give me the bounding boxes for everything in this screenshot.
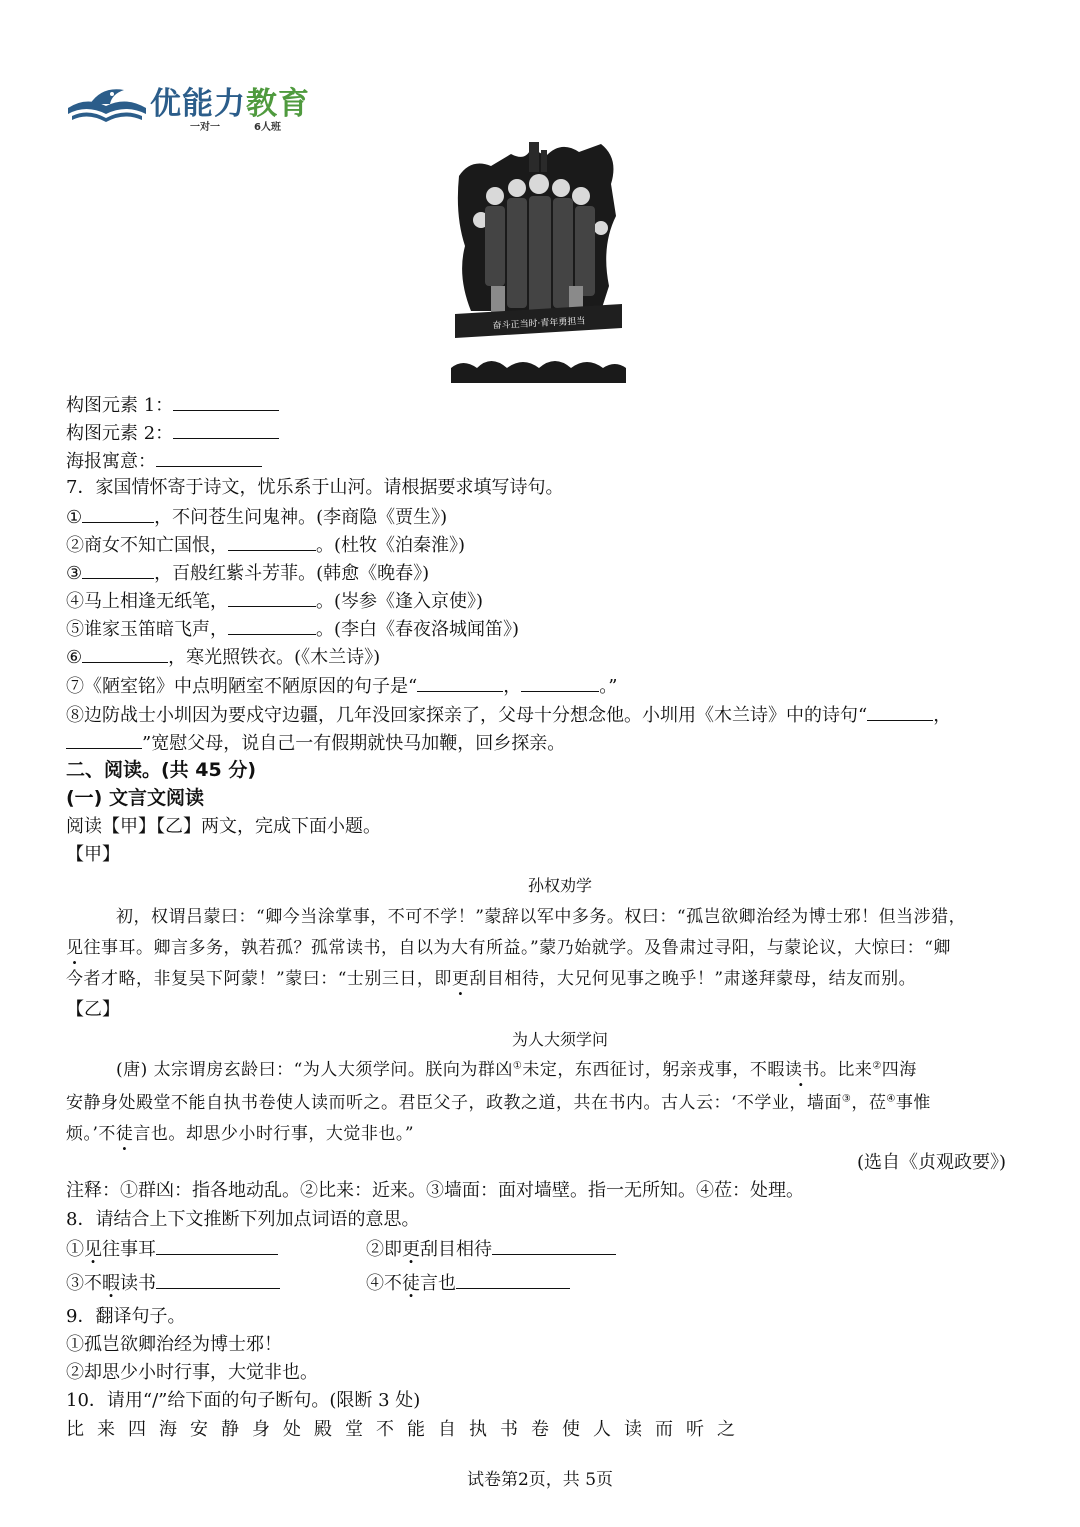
- passage-jia-line-3: 今者才略，非复吴下阿蒙！”蒙曰：“士别三日，即更刮目相待，大兄何见事之晚乎！”肃遂拜蒙母，结友而别。: [66, 969, 917, 989]
- q9-sentence-2: ②却思少小时行事，大觉非也。: [66, 1362, 318, 1383]
- answer-blank[interactable]: [228, 588, 316, 607]
- q7-item-8: ⑧边防战士小圳因为要戍守边疆，几年没回家探亲了，父母十分想念他。小圳用《木兰诗》中的诗句“ ，: [66, 702, 951, 728]
- passage-jia-line-1: 初，权谓吕蒙曰：“卿今当涂掌事，不可不学！”蒙辞以军中多务。权曰：“孤岂欲卿治经为博士邪！但当涉猎，: [116, 907, 967, 927]
- q7-item-6: ⑥ ，寒光照铁衣。(《木兰诗》): [66, 644, 380, 670]
- logo: [66, 78, 326, 138]
- answer-blank[interactable]: [173, 392, 279, 411]
- q8-item-4: ④不徒言也: [366, 1270, 570, 1296]
- answer-blank[interactable]: [867, 702, 933, 721]
- answer-blank[interactable]: [456, 1270, 570, 1289]
- q10-sentence: 比来四海安静身处殿堂不能自执书卷使人读而听之: [66, 1419, 748, 1440]
- answer-blank[interactable]: [156, 1270, 280, 1289]
- section-2-title: 二、阅读。(共 45 分): [66, 759, 257, 781]
- q7-item-3: ③ ，百般红紫斗芳菲。(韩愈《晚春》): [66, 560, 429, 586]
- passage-source: (选自《贞观政要》): [856, 1152, 1006, 1173]
- q7-stem: 7．家国情怀寄于诗文，忧乐系于山河。请根据要求填写诗句。: [66, 477, 564, 498]
- answer-blank[interactable]: [156, 1236, 278, 1255]
- q8-stem: 8．请结合上下文推断下列加点词语的意思。: [66, 1209, 420, 1230]
- book-bird-logo-icon: [66, 82, 148, 132]
- composition-element-2: 构图元素 2：: [66, 420, 279, 446]
- passage-yi-label: 【乙】: [66, 999, 120, 1020]
- poster-illustration: [451, 136, 626, 383]
- passage-jia-title: 孙权劝学: [528, 876, 593, 895]
- answer-blank[interactable]: [173, 420, 279, 439]
- passage-yi-line-2: 安静身处殿堂不能自执书卷使人读而听之。君臣父子，政教之道，共在书内。古人云：‘不学业，墙面③，莅④事惟: [66, 1093, 931, 1113]
- passage-jia-line-2: 见往事耳。卿言多务，孰若孤？孤常读书，自以为大有所益。”蒙乃始就学。及鲁肃过寻阳，与蒙论议，大惊曰：“卿: [66, 938, 951, 958]
- q7-item-2: ②商女不知亡国恨， 。(杜牧《泊秦淮》): [66, 532, 465, 558]
- q9-stem: 9．翻译句子。: [66, 1306, 186, 1327]
- q7-item-7: ⑦《陋室铭》中点明陋室不陋原因的句子是“ ， 。”: [66, 673, 617, 699]
- q9-sentence-1: ①孤岂欲卿治经为博士邪！: [66, 1334, 282, 1355]
- logo-subtitle: 一对一 6人班: [190, 122, 281, 133]
- answer-blank[interactable]: [82, 560, 154, 579]
- q8-item-2: ②即更刮目相待: [366, 1236, 616, 1262]
- passage-yi-line-3: 烦。’不徒言也。却思少小时行事，大觉非也。”: [66, 1124, 415, 1144]
- answer-blank[interactable]: [82, 504, 154, 523]
- answer-blank[interactable]: [66, 730, 142, 749]
- q7-item-5: ⑤谁家玉笛暗飞声， 。(李白《春夜洛城闻笛》): [66, 616, 519, 642]
- page-footer: 试卷第2页，共 5页: [466, 1470, 614, 1490]
- passage-notes: 注释：①群凶：指各地动乱。②比来：近来。③墙面：面对墙壁。指一无所知。④莅：处理。: [66, 1180, 804, 1201]
- poster-image: [451, 136, 626, 383]
- reading-instruction: 阅读【甲】【乙】两文，完成下面小题。: [66, 816, 381, 837]
- q8-item-3: ③不暇读书: [66, 1270, 280, 1296]
- q10-stem: 10．请用“/”给下面的句子断句。(限断 3 处): [66, 1390, 421, 1411]
- logo-title: 优能力教育: [150, 86, 310, 122]
- composition-element-1: 构图元素 1：: [66, 392, 279, 418]
- answer-blank[interactable]: [156, 448, 262, 467]
- q7-item-4: ④马上相逢无纸笔， 。(岑参《逢入京使》): [66, 588, 483, 614]
- answer-blank[interactable]: [417, 673, 503, 692]
- q7-item-8-cont: ”宽慰父母，说自己一有假期就快马加鞭，回乡探亲。: [66, 730, 565, 756]
- passage-yi-line-1: (唐) 太宗谓房玄龄曰：“为人大须学问。朕向为群凶①未定，东西征讨，躬亲戎事，不暇读书。比来②四海: [116, 1060, 917, 1080]
- answer-blank[interactable]: [521, 673, 599, 692]
- answer-blank[interactable]: [228, 532, 316, 551]
- passage-jia-label: 【甲】: [66, 844, 120, 865]
- answer-blank[interactable]: [492, 1236, 616, 1255]
- q7-item-1: ① ，不问苍生问鬼神。(李商隐《贾生》): [66, 504, 447, 530]
- passage-yi-title: 为人大须学问: [512, 1030, 609, 1049]
- q8-item-1: ①见往事耳: [66, 1236, 278, 1262]
- section-2-sub-1: (一) 文言文阅读: [66, 787, 204, 809]
- answer-blank[interactable]: [228, 616, 316, 635]
- poster-meaning: 海报寓意：: [66, 448, 262, 474]
- poster-banner-text: 奋斗正当时·青年勇担当: [492, 316, 586, 332]
- answer-blank[interactable]: [82, 644, 168, 663]
